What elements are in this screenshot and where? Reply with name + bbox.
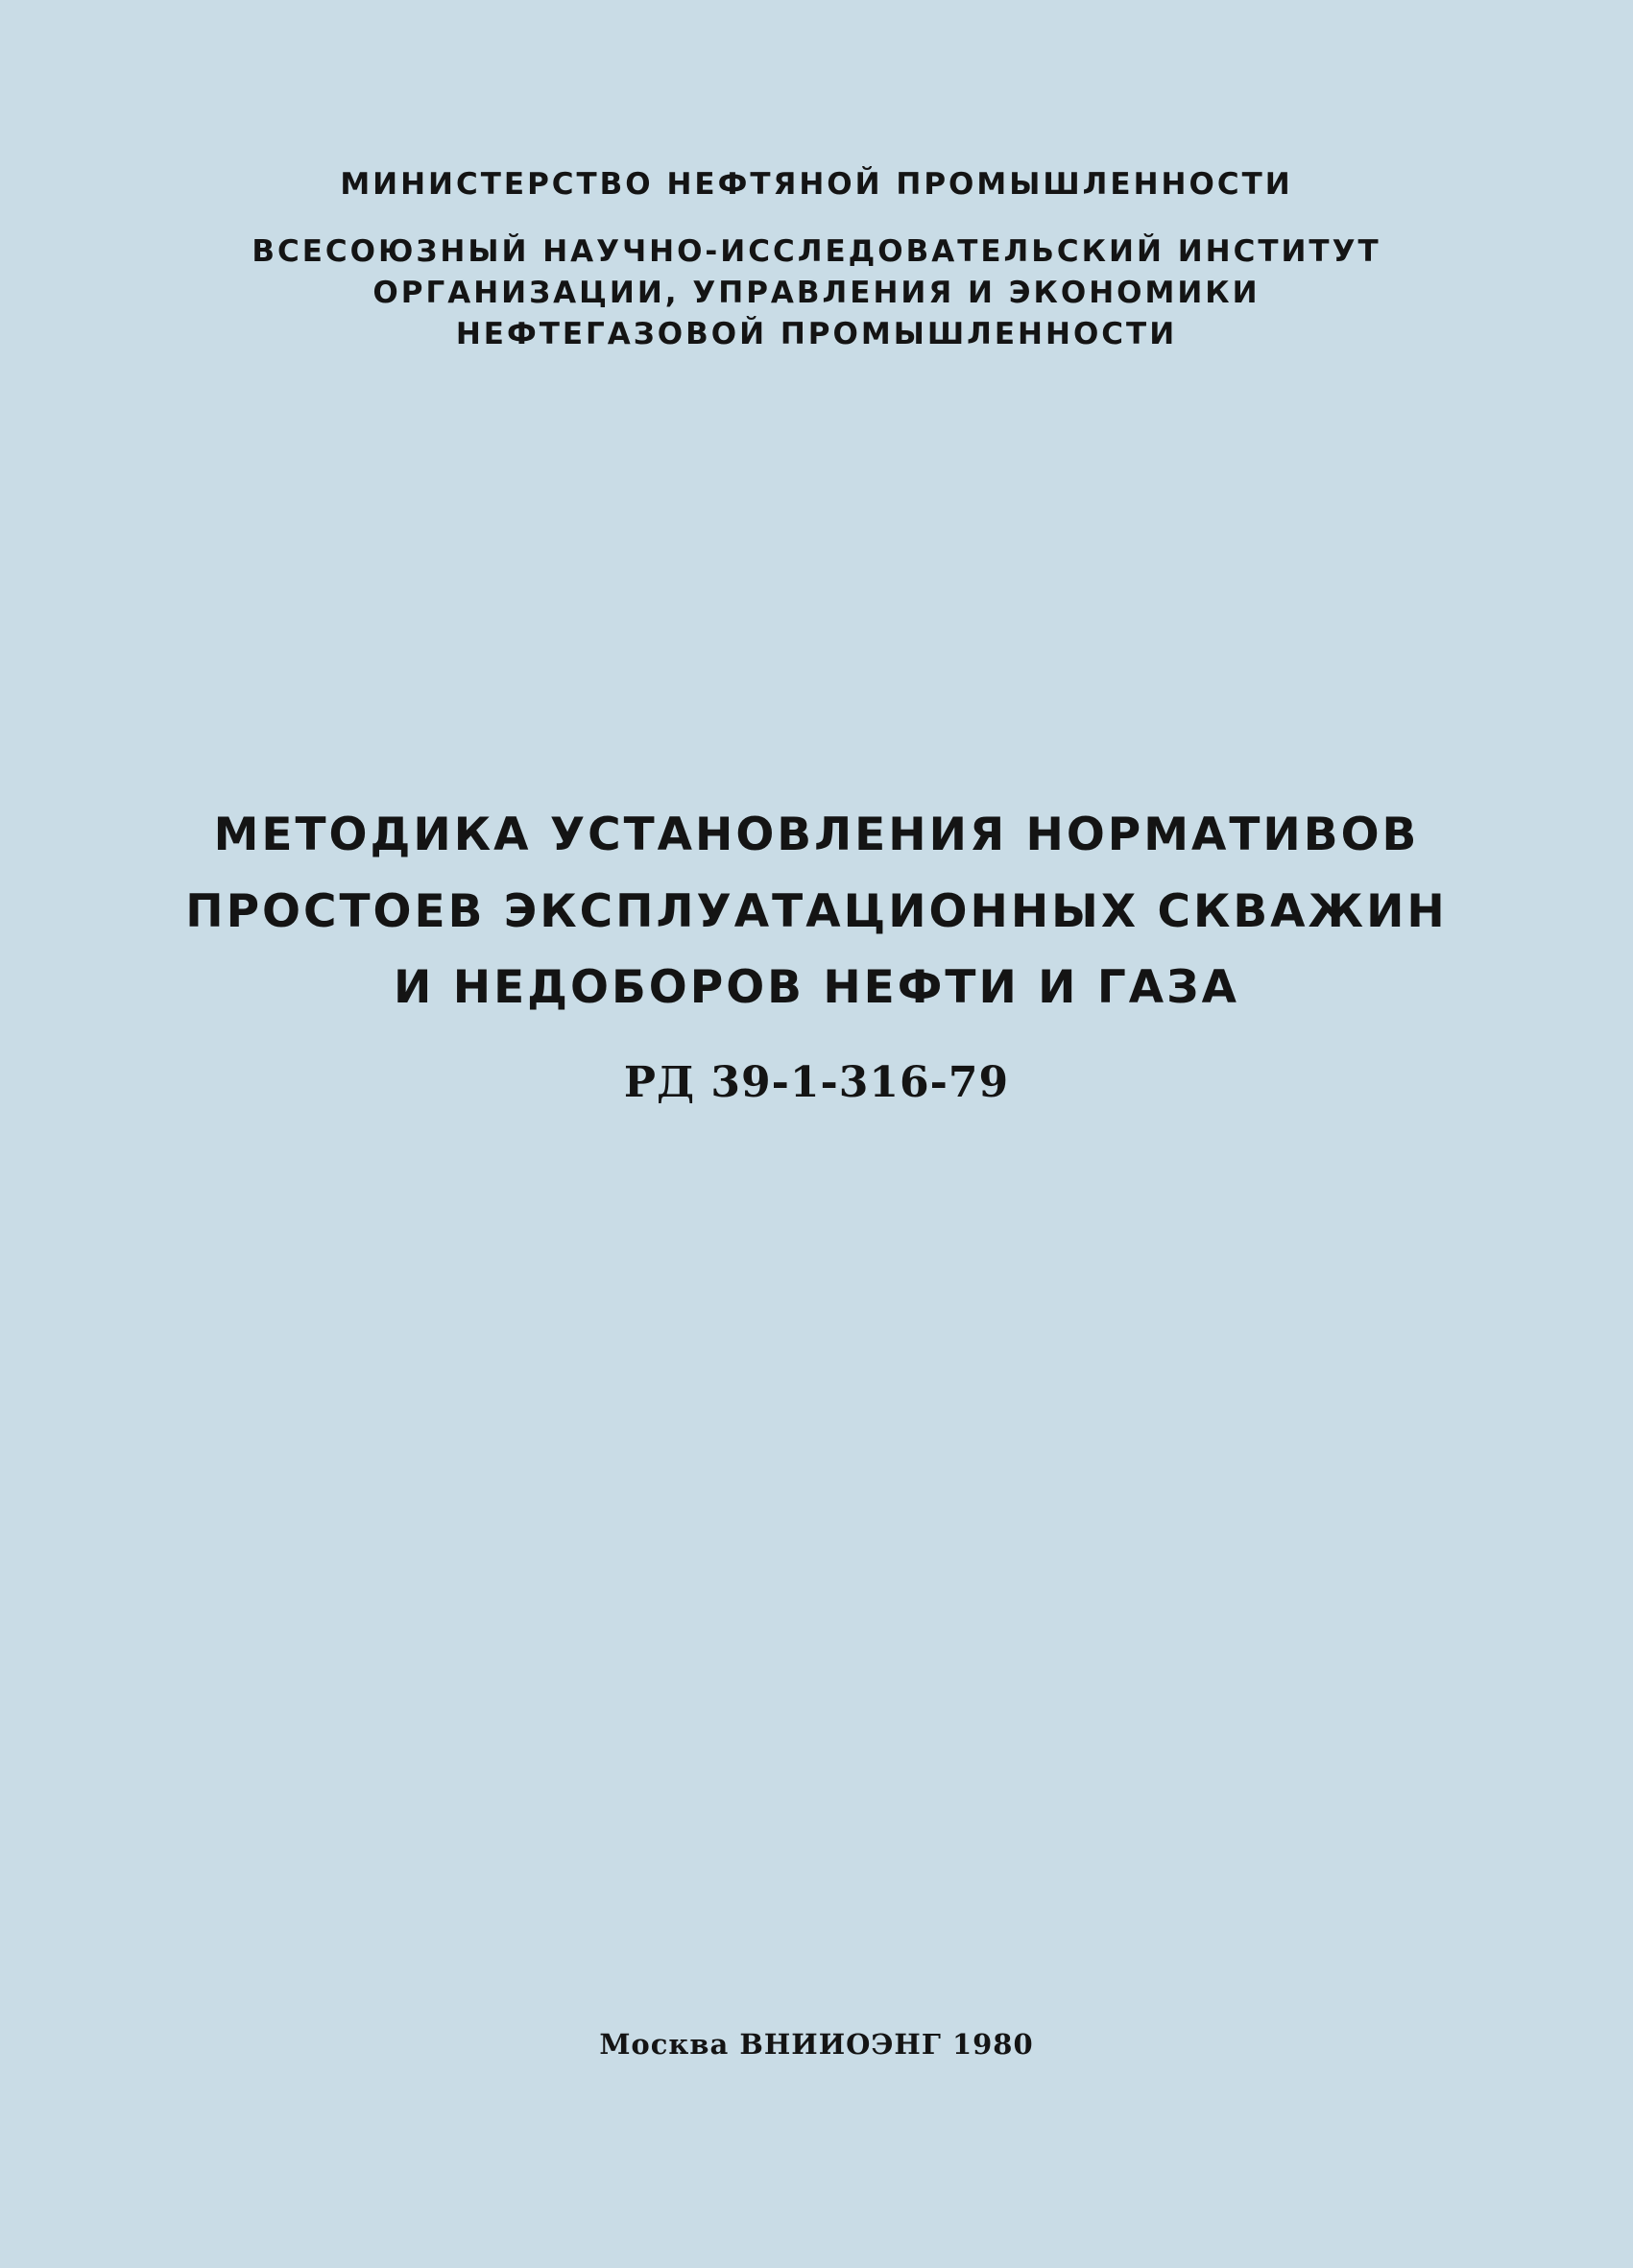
document-title-line-1: МЕТОДИКА УСТАНОВЛЕНИЯ НОРМАТИВОВ xyxy=(213,808,1420,861)
document-title-line-3: И НЕДОБОРОВ НЕФТИ И ГАЗА xyxy=(394,961,1239,1014)
document-title-line-2: ПРОСТОЕВ ЭКСПЛУАТАЦИОННЫХ СКВАЖИН xyxy=(185,885,1448,938)
ministry-name: МИНИСТЕРСТВО НЕФТЯНОЙ ПРОМЫШЛЕННОСТИ xyxy=(340,167,1293,202)
document-code: РД 39-1-316-79 xyxy=(623,1058,1010,1107)
publisher-imprint: Москва ВНИИОЭНГ 1980 xyxy=(599,2028,1034,2061)
institute-name-line-1: ВСЕСОЮЗНЫЙ НАУЧНО-ИССЛЕДОВАТЕЛЬСКИЙ ИНСТИТУТ xyxy=(252,234,1381,269)
institute-name-line-2: ОРГАНИЗАЦИИ, УПРАВЛЕНИЯ И ЭКОНОМИКИ xyxy=(372,276,1261,310)
institute-name-line-3: НЕФТЕГАЗОВОЙ ПРОМЫШЛЕННОСТИ xyxy=(455,317,1178,351)
